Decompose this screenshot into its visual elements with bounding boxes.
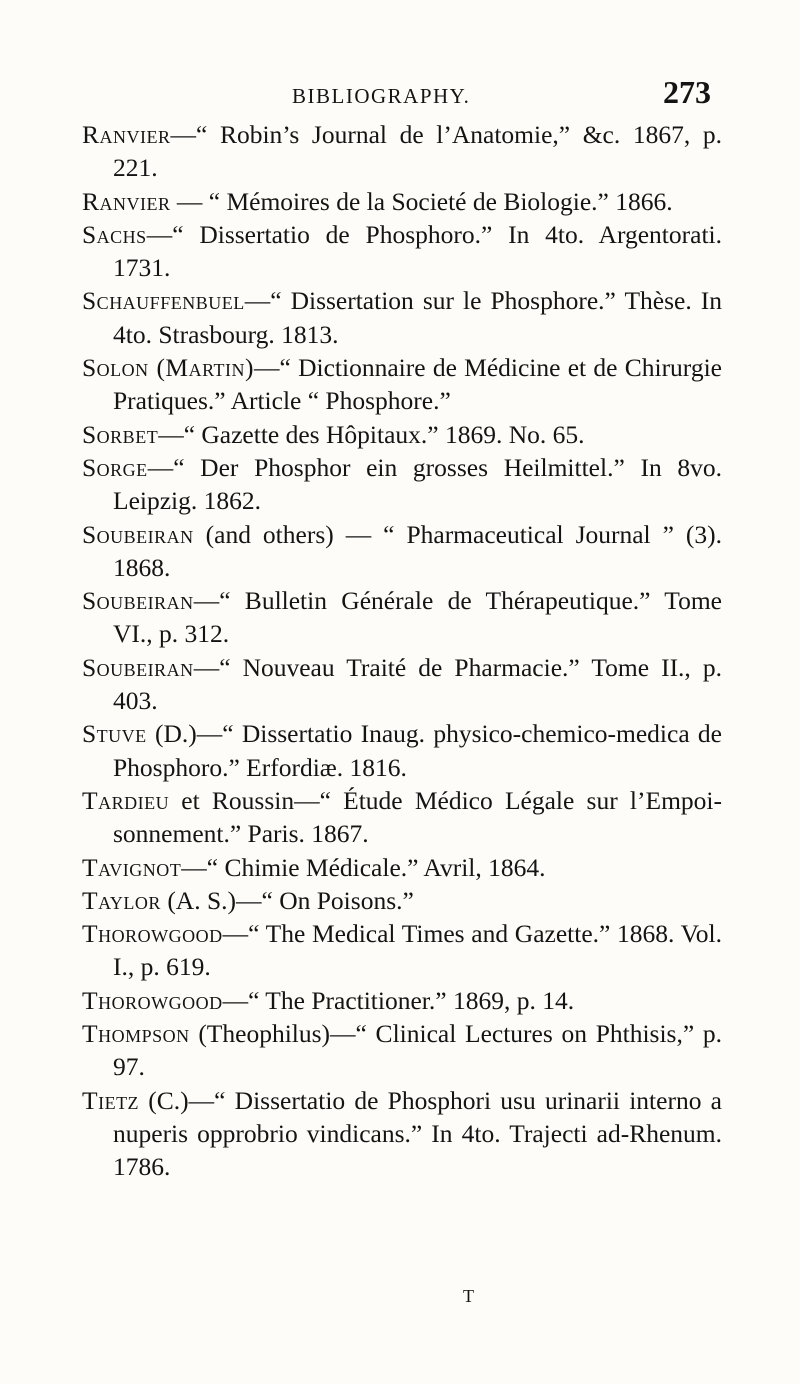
bibliography-entry <box>82 1017 722 1084</box>
bibliography-entry <box>82 218 722 285</box>
entry-citation: —“ Dictionnaire de Médicine et de Chirurgie Pratiques.” Article “ Phosphore.” <box>113 353 722 416</box>
bibliography-entry <box>82 884 722 917</box>
entry-citation: —“ Bulletin Générale de Thérapeutique.” Tome VI., p. 312. <box>113 586 722 649</box>
signature-mark: T <box>463 1286 474 1306</box>
entry-citation: (and others) — “ Pharmaceutical Journal ” (3). 1868. <box>113 519 722 582</box>
bibliography-entry <box>82 784 722 851</box>
entry-author: Sachs <box>82 219 147 249</box>
page-number: 273 <box>663 74 711 110</box>
entry-citation: —“ The Medical Times and Gazette.” 1868. Vol. I., p. 619. <box>113 919 722 982</box>
bibliography-entry <box>82 451 722 518</box>
running-title: BIBLIOGRAPHY. <box>292 84 471 108</box>
entry-citation: —“ The Practitioner.” 1869, p. 14. <box>222 985 575 1015</box>
bibliography-entry <box>82 651 722 718</box>
bibliography-entry <box>82 185 722 218</box>
bibliography-entry <box>82 351 722 418</box>
entry-author: Soubeiran <box>82 586 194 616</box>
bibliography-entry <box>82 917 722 984</box>
entry-citation: (A. S.)—“ On Poisons.” <box>160 885 414 915</box>
bibliography-entry <box>82 717 722 784</box>
entry-author: Stuve <box>82 719 147 749</box>
entry-citation: et Roussin—“ Étude Médico Légale sur l’Empoi-sonnement.” Paris. 1867. <box>113 785 722 849</box>
entry-author: Thompson <box>82 1019 190 1049</box>
bibliography-entry <box>82 851 722 884</box>
entry-citation: (C.)—“ Dissertatio de Phosphori usu urinarii interno a nuperis opprobrio vindicans.” In 4to. Trajecti ad-Rhenum. 1786. <box>113 1085 722 1182</box>
entry-author: Sorge <box>82 452 148 482</box>
entry-author: Schauffenbuel <box>82 286 245 316</box>
bibliography-entry <box>82 418 722 451</box>
bibliography-entry <box>82 1084 722 1184</box>
entry-author: Tietz <box>82 1085 140 1115</box>
entry-citation: — “ Mémoires de la Societé de Biologie.” 1866. <box>170 186 673 216</box>
entry-author: Soubeiran <box>82 519 194 549</box>
entry-citation: —“ Gazette des Hôpitaux.” 1869. No. 65. <box>158 419 585 449</box>
entry-citation: (Theophilus)—“ Clinical Lectures on Phthisis,” p. 97. <box>113 1019 722 1082</box>
entry-citation: —“ Dissertation sur le Phosphore.” Thèse. In 4to. Strasbourg. 1813. <box>113 286 722 349</box>
entry-citation: —“ Robin’s Journal de l’Anatomie,” &c. 1867, p. 221. <box>113 120 722 183</box>
entry-citation: (D.)—“ Dissertatio Inaug. physico-chemico-medica de Phosphoro.” Erfordiæ. 1816. <box>113 719 722 782</box>
entry-citation: —“ Dissertatio de Phosphoro.” In 4to. Argentorati. 1731. <box>113 219 722 283</box>
bibliography-entry <box>82 518 722 585</box>
entry-author: Thorowgood <box>82 919 223 949</box>
entry-citation: —“ Der Phosphor ein grosses Heilmittel.” In 8vo. Leipzig. 1862. <box>113 452 722 516</box>
entry-author: Tavignot <box>82 852 182 882</box>
entry-citation: —“ Nouveau Traité de Pharmacie.” Tome II., p. 403. <box>113 652 722 716</box>
page-header <box>0 74 800 114</box>
bibliography-entry <box>82 584 722 651</box>
bibliography-entry <box>82 984 722 1017</box>
entry-citation: —“ Chimie Médicale.” Avril, 1864. <box>181 852 546 882</box>
bibliography-entry <box>82 118 722 185</box>
entry-author: Taylor <box>82 885 161 915</box>
entry-author: Ranvier <box>82 186 171 216</box>
entry-author: Thorowgood <box>82 985 223 1015</box>
entry-author: Tardieu <box>82 785 170 815</box>
entry-author: Solon (Martin) <box>82 353 255 383</box>
entry-author: Ranvier <box>82 120 171 149</box>
entry-author: Sorbet <box>82 419 159 449</box>
entry-author: Soubeiran <box>82 652 194 682</box>
bibliography-entry <box>82 284 722 351</box>
bibliography-list <box>82 118 722 1184</box>
